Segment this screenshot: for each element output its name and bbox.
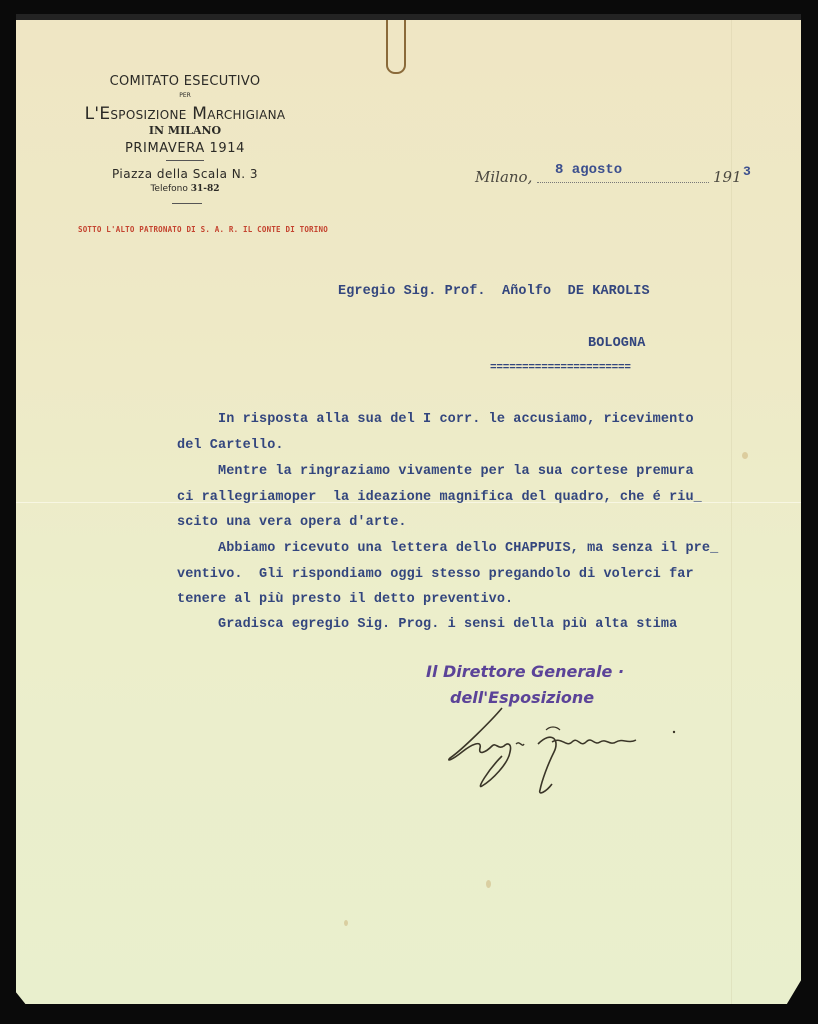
- recipient-underline: ======================: [490, 362, 631, 374]
- letterhead-per: PER: [179, 92, 191, 99]
- dateline: [475, 162, 755, 186]
- letterhead-location: IN MILANO: [148, 124, 222, 137]
- body-line: Abbiamo ricevuto una lettera dello CHAPPUIS, ma senza il pre_: [177, 541, 719, 556]
- date-dotted-line: [537, 182, 709, 183]
- phone-label: Telefono: [150, 184, 188, 194]
- letterhead-phone: [50, 184, 320, 194]
- letterhead-address: Piazza della Scala N. 3: [111, 167, 259, 181]
- phone-number: 31-82: [190, 184, 220, 194]
- paper-stain: [486, 880, 491, 888]
- date-year-typed: 3: [743, 164, 751, 179]
- date-year-printed: 191: [713, 168, 742, 186]
- body-line: In risposta alla sua del I corr. le accusiamo, ricevimento: [177, 412, 694, 427]
- body-line: scito una vera opera d'arte.: [177, 515, 407, 530]
- body-line: tenere al più presto il detto preventivo.: [177, 592, 514, 607]
- recipient-name: Egregio Sig. Prof. Añolfo DE KAROLIS: [338, 284, 650, 299]
- signature-icon: [442, 700, 682, 800]
- date-city: Milano,: [475, 168, 533, 186]
- body-line: Mentre la ringraziamo vivamente per la sua cortese premura: [177, 464, 694, 479]
- paperclip-icon: [386, 20, 406, 74]
- recipient-city: BOLOGNA: [588, 336, 646, 351]
- letterhead-season: PRIMAVERA 1914: [124, 141, 246, 156]
- patronage-line: SOTTO L'ALTO PATRONATO DI S. A. R. IL CONTE DI TORINO: [78, 225, 328, 234]
- body-line: Gradisca egregio Sig. Prog. i sensi della più alta stima: [177, 617, 678, 632]
- letterhead-exhibition: L'Esposizione Marchigiana: [84, 104, 286, 124]
- letterhead-divider: [166, 160, 204, 161]
- body-line: ventivo. Gli rispondiamo oggi stesso pregandolo di volerci far: [177, 567, 694, 582]
- director-stamp-line1: Il Direttore Generale ·: [426, 662, 625, 681]
- paper-stain: [742, 452, 748, 459]
- director-stamp-line2: dell'Esposizione: [450, 688, 595, 707]
- body-line: del Cartello.: [177, 438, 284, 453]
- letterhead-committee: COMITATO ESECUTIVO: [109, 74, 261, 89]
- letterhead-divider: [172, 203, 202, 204]
- paper-stain: [344, 920, 348, 926]
- body-line: ci rallegriamoper la ideazione magnifica del quadro, che é riu_: [177, 490, 702, 505]
- date-day-month: 8 agosto: [555, 162, 623, 178]
